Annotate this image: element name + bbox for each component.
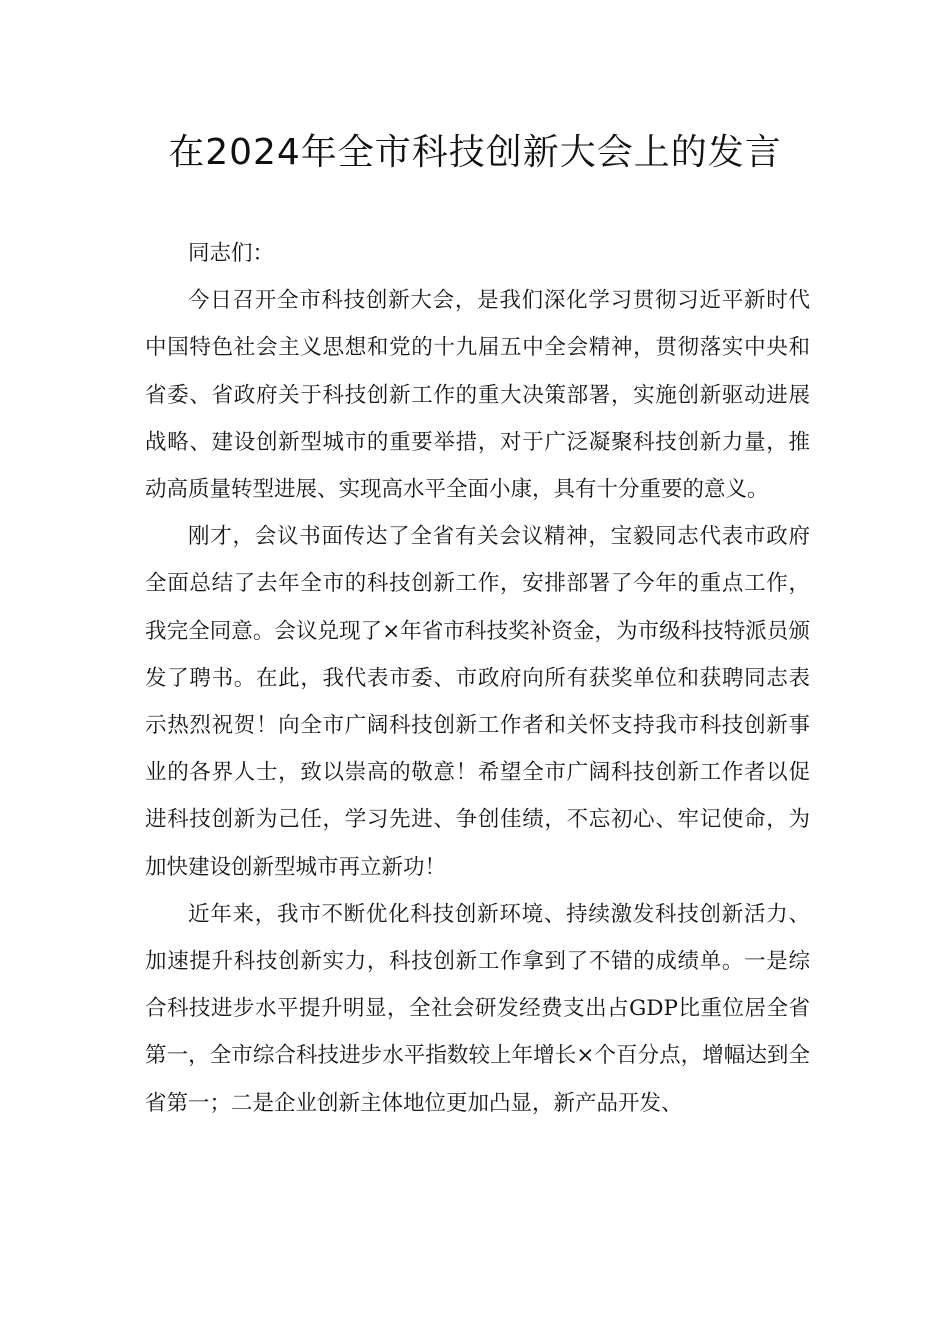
- paragraph-meeting-summary: 刚才，会议书面传达了全省有关会议精神，宝毅同志代表市政府全面总结了去年全市的科技创新工作，安排部署了今年的重点工作，我完全同意。会议兑现了×年省市科技奖补资金，为市级科技特派员颁发了聘书。在此，我代表市委、市政府向所有获奖单位和获聘同志表示热烈祝贺！向全市广阔科技创新工作者和关怀支持我市科技创新事业的各界人士，致以崇高的敬意！希望全市广阔科技创新工作者以促进科技创新为己任，学习先进、争创佳绩，不忘初心、牢记使命，为加快建设创新型城市再立新功！: [145, 524, 810, 880]
- document-title: 在2024年全市科技创新大会上的发言: [168, 132, 782, 173]
- paragraph-achievements: 近年来，我市不断优化科技创新环境、持续激发科技创新活力、加速提升科技创新实力，科技创新工作拿到了不错的成绩单。一是综合科技进步水平提升明显，全社会研发经费支出占GDP比重位居全省第一，全市综合科技进步水平指数较上年增长×个百分点，增幅达到全省第一；二是企业创新主体地位更加凸显，新产品开发、: [145, 901, 810, 1116]
- paragraph-opening: 今日召开全市科技创新大会，是我们深化学习贯彻习近平新时代中国特色社会主义思想和党的十九届五中全会精神，贯彻落实中央和省委、省政府关于科技创新工作的重大决策部署，实施创新驱动进展战略、建设创新型城市的重要举措，对于广泛凝聚科技创新力量，推动高质量转型进展、实现高水平全面小康，具有十分重要的意义。: [145, 288, 810, 503]
- salutation: 同志们：: [188, 241, 275, 266]
- document-body: [145, 230, 810, 1127]
